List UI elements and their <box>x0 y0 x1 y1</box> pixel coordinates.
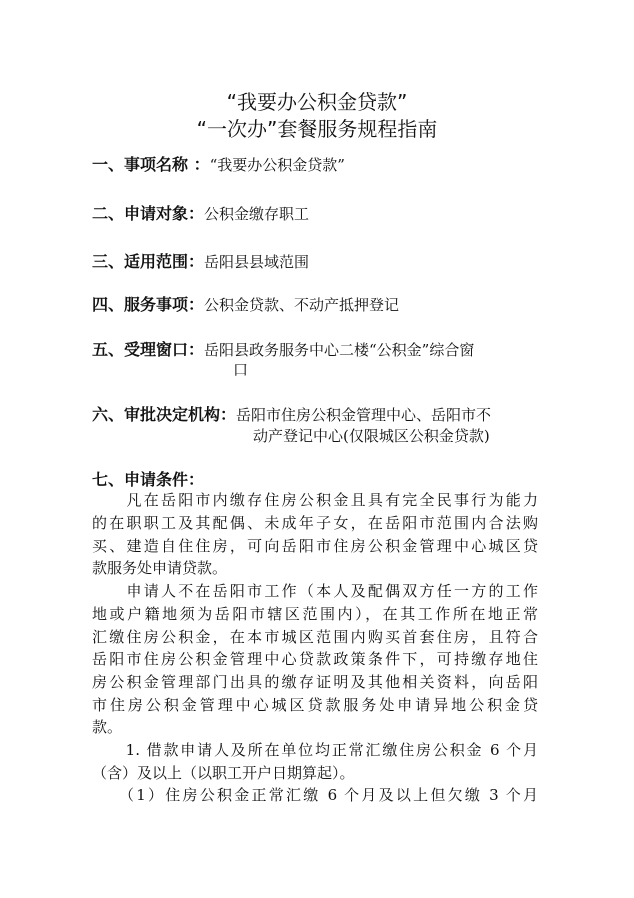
body-text-line: 1. 借款申请人及所在单位均正常汇缴住房公积金 6 个月 <box>92 741 538 759</box>
body-text-line: 款服务处申请贷款。 <box>92 559 228 577</box>
body-text-line: 买、建造自住住房，可向岳阳市住房公积金管理中心城区贷 <box>92 537 538 555</box>
body-text-line: 房公积金管理部门出具的缴存证明及其他相关资料，向岳阳 <box>92 673 538 691</box>
section-value: 岳阳市住房公积金管理中心、岳阳市不 <box>236 406 492 424</box>
body-text-line: 汇缴住房公积金，在本市城区范围内购买首套住房，且符合 <box>92 628 538 646</box>
section-label: 七、申请条件： <box>92 470 205 489</box>
body-text-line: 申请人不在岳阳市工作（本人及配偶双方任一方的工作 <box>92 582 538 600</box>
title-line-2: “一次办”套餐服务规程指南 <box>196 117 438 141</box>
title-line-1: “我要办公积金贷款” <box>226 90 408 114</box>
section-services <box>92 292 399 315</box>
body-text-line: 的在职职工及其配偶、未成年子女，在岳阳市范围内合法购 <box>92 514 538 532</box>
body-text-line: （1）住房公积金正常汇缴 6 个月及以上但欠缴 3 个月 <box>92 786 538 804</box>
section-label: 二、申请对象： <box>92 204 205 223</box>
body-text-line: 市住房公积金管理中心城区贷款服务处申请异地公积金贷 <box>92 696 538 714</box>
section-label: 三、适用范围： <box>92 252 205 271</box>
section-item-name <box>92 152 345 175</box>
body-text-line: 款。 <box>92 718 123 736</box>
section-sep: ： <box>188 155 210 174</box>
section-label: 四、服务事项： <box>92 295 205 314</box>
body-text-line: 岳阳市住房公积金管理中心贷款政策条件下，可持缴存地住 <box>92 650 538 668</box>
section-scope <box>92 249 309 272</box>
section-window <box>92 337 474 360</box>
section-value: 公积金缴存职工 <box>204 205 310 223</box>
section-applicant <box>92 201 309 224</box>
section-value: 岳阳县政务服务中心二楼“公积金”综合窗 <box>204 341 475 359</box>
section-window-cont: 口 <box>233 361 249 379</box>
section-label: 六、审批决定机构： <box>92 405 237 424</box>
body-text-line: （含）及以上（以职工开户日期算起）。 <box>92 764 355 782</box>
body-text-line: 地或户籍地须为岳阳市辖区范围内），在其工作所在地正常 <box>92 605 538 623</box>
section-value: 岳阳县县域范围 <box>204 253 310 271</box>
body-text-line: 凡在岳阳市内缴存住房公积金且具有完全民事行为能力 <box>92 491 538 509</box>
section-label: 一、事项名称 <box>92 155 189 174</box>
section-value: “我要办公积金贷款” <box>209 156 345 174</box>
section-authority <box>92 402 491 425</box>
section-authority-cont: 动产登记中心(仅限城区公积金贷款) <box>253 427 490 445</box>
section-value: 公积金贷款、不动产抵押登记 <box>204 296 400 314</box>
conditions-heading <box>92 467 204 490</box>
section-label: 五、受理窗口： <box>92 340 205 359</box>
